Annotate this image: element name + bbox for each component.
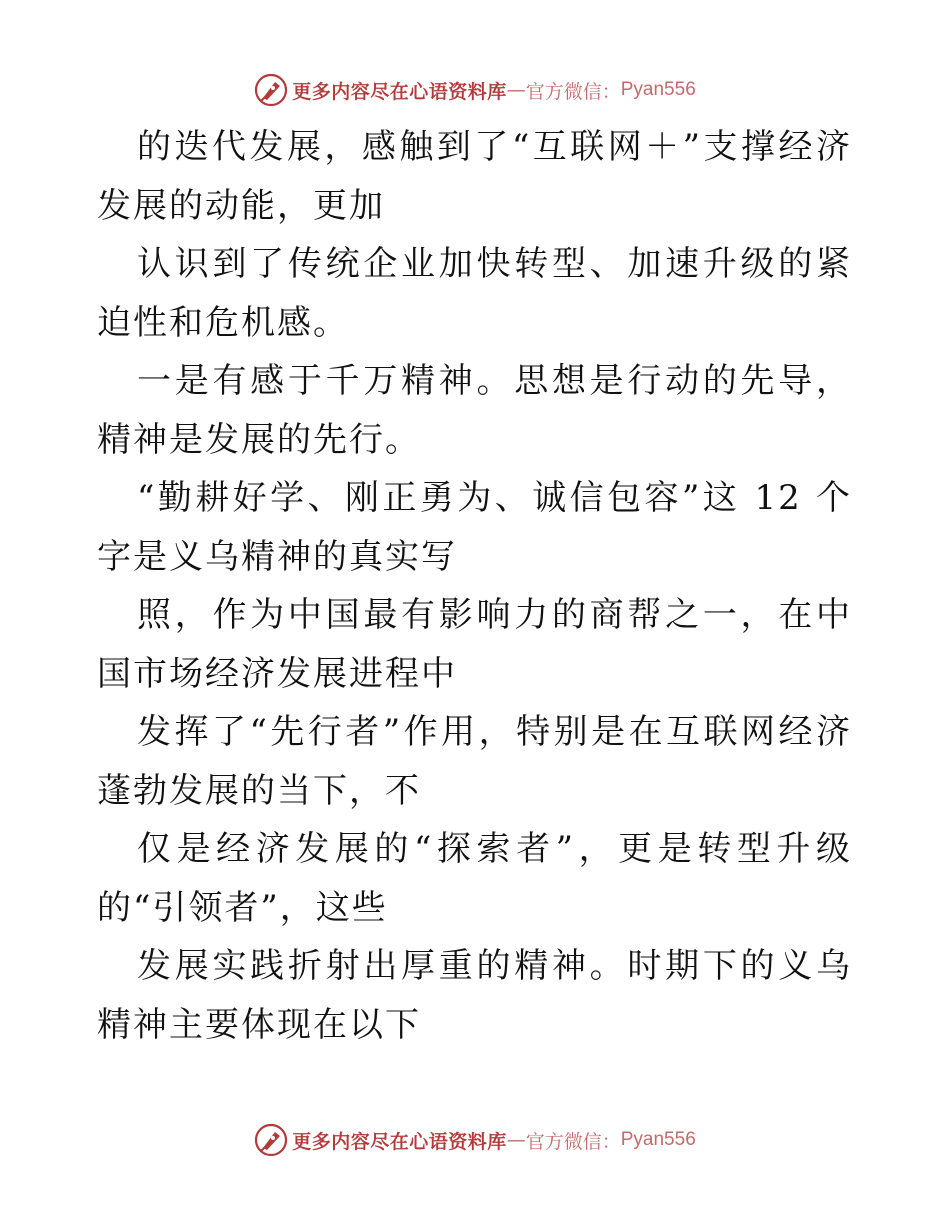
paragraph: 照，作为中国最有影响力的商帮之一，在中国市场经济发展进程中 (97, 595, 852, 694)
document-body (97, 118, 852, 1054)
paragraph: 发挥了“先行者”作用，特别是在互联网经济蓬勃发展的当下，不 (97, 712, 852, 811)
pen-nib-logo-icon (254, 1123, 288, 1157)
watermark-text: 更多内容尽在心语资料库 (292, 1130, 507, 1153)
watermark-wechat-id: Pyan556 (620, 1129, 696, 1150)
header-watermark (0, 70, 950, 110)
watermark-text: 更多内容尽在心语资料库 (292, 80, 507, 103)
watermark-wechat-label: 官方微信： (525, 80, 621, 103)
paragraph: 一是有感于千万精神。思想是行动的先导，精神是发展的先行。 (97, 361, 852, 460)
paragraph: 的迭代发展，感触到了“互联网＋”支撑经济发展的动能，更加 (97, 127, 852, 226)
paragraph: “勤耕好学、刚正勇为、诚信包容”这 12 个字是义乌精神的真实写 (97, 478, 852, 577)
watermark-wechat-label: 官方微信： (525, 1130, 621, 1153)
footer-watermark (0, 1120, 950, 1160)
watermark-separator: — (506, 79, 526, 101)
paragraph: 仅是经济发展的“探索者”，更是转型升级的“引领者”，这些 (97, 829, 852, 928)
paragraph: 认识到了传统企业加快转型、加速升级的紧迫性和危机感。 (97, 244, 852, 343)
paragraph: 发展实践折射出厚重的精神。时期下的义乌精神主要体现在以下 (97, 946, 852, 1045)
watermark-wechat-id: Pyan556 (620, 79, 696, 100)
pen-nib-logo-icon (254, 73, 288, 107)
watermark-separator: — (506, 1129, 526, 1151)
